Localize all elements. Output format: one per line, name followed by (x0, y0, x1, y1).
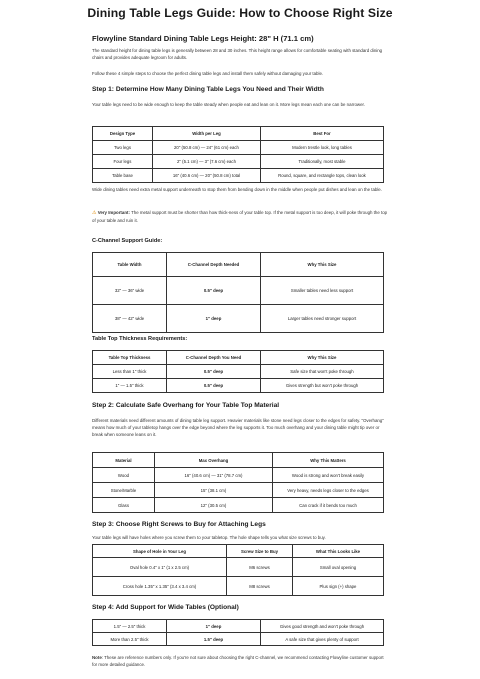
note-text: : These are reference numbers only. If you're not sure about choosing the right C-channel, we recommend contacting Flowyline customer support for more detailed guidance. (92, 655, 384, 668)
table-cell: Gives good strength and won't poke through (261, 620, 384, 633)
table-cell: 1.5" — 2.5" thick (93, 620, 167, 633)
step2-heading: Step 2: Calculate Safe Overhang for Your Table Top Material (92, 402, 280, 409)
table-header: Material (93, 453, 155, 468)
screw-table (92, 544, 384, 596)
note-label: Note (92, 655, 102, 660)
table-header: Table Top Thickness (93, 351, 167, 365)
table-row (93, 620, 384, 633)
table-row (93, 365, 384, 379)
table-cell: 1" deep (167, 620, 261, 633)
step4-heading: Step 4: Add Support for Wide Tables (Optional) (92, 604, 239, 611)
table-row (93, 483, 384, 498)
table-header: Screw Size to Buy (227, 545, 293, 558)
table-header: What This Looks Like (293, 545, 384, 558)
table-cell: A safe size that gives plenty of support (261, 633, 384, 646)
table-cell: Gives strength but won't poke through (261, 379, 384, 393)
table-cell: Less than 1" thick (93, 365, 167, 379)
table-cell: Cross hole 1.35" x 1.35" (3.4 x 3.4 cm) (93, 577, 227, 596)
table-header: Design Type (93, 127, 153, 141)
table-cell: 32" — 36" wide (93, 277, 167, 305)
step1-text: Your table legs need to be wide enough to keep the table steady when people eat and lean on it. More legs mean each one can be narrower. (92, 102, 365, 107)
intro-paragraph-2: Follow these 4 simple steps to choose the perfect dining table legs and install them safely without damaging your table. (92, 71, 324, 76)
table-row (93, 155, 384, 169)
table-header: Table Width (93, 253, 167, 277)
height-heading: Flowyline Standard Dining Table Legs Height: 28" H (71.1 cm) (92, 34, 314, 43)
table-cell: Modern trestle look, long tables (261, 141, 384, 155)
table-cell: M6 screws (227, 558, 293, 577)
table-cell: 1.5" deep (167, 633, 261, 646)
table-cell: 15" (38.1 cm) (155, 483, 273, 498)
table-cell: 0.5" deep (167, 365, 261, 379)
table-cell: Stone/Marble (93, 483, 155, 498)
table-row (93, 468, 384, 483)
intro-paragraph-1: The standard height for dining table legs is generally between 28 and 30 inches. This height range allows for comfortable seating with standard dining chairs and provides adequate legroom for adults. (92, 48, 383, 61)
step3-heading: Step 3: Choose Right Screws to Buy for Attaching Legs (92, 521, 266, 528)
thickness-table (92, 350, 384, 393)
table-row (93, 498, 384, 513)
table-header: Best For (261, 127, 384, 141)
table-header: Why This Size (261, 351, 384, 365)
table-cell: Table base (93, 169, 153, 183)
table-row (93, 169, 384, 183)
table-cell: Oval hole 0.4" x 1" (1 x 2.5 cm) (93, 558, 227, 577)
table-cell: Wood is strong and won't break easily (273, 468, 384, 483)
table-cell: Can crack if it bends too much (273, 498, 384, 513)
table-row (93, 305, 384, 333)
page-title: Dining Table Legs Guide: How to Choose Right Size (87, 6, 393, 20)
table-row (93, 558, 384, 577)
table-cell: Small oval opening (293, 558, 384, 577)
note-paragraph (92, 654, 388, 668)
table-cell: Four legs (93, 155, 153, 169)
warning-callout (92, 209, 388, 224)
cchannel-heading: C-Channel Support Guide: (92, 238, 163, 244)
design-type-table (92, 126, 384, 183)
table-cell: 20" (50.8 cm) — 24" (61 cm) each (153, 141, 261, 155)
table-cell: 2" (5.1 cm) — 3" (7.6 cm) each (153, 155, 261, 169)
overhang-table (92, 452, 384, 513)
table-cell: 12" (30.5 cm) (155, 498, 273, 513)
table-header: C-Channel Depth Needed (167, 253, 261, 277)
table-cell: 0.5" deep (167, 379, 261, 393)
table-cell: 16" (40.6 cm) — 31" (78.7 cm) (155, 468, 273, 483)
table-cell: More than 2.5" thick (93, 633, 167, 646)
table-cell: M8 screws (227, 577, 293, 596)
table-cell: Traditionally, most stable (261, 155, 384, 169)
table-cell: Glass (93, 498, 155, 513)
cchannel-table (92, 252, 384, 333)
table-cell: 1" — 1.5" thick (93, 379, 167, 393)
table-cell: Round, square, and rectangle tops, clean look (261, 169, 384, 183)
table-cell: Smaller tables need less support (261, 277, 384, 305)
step3-text: Your table legs will have holes where you screw them to your tabletop. The hole shape tells you what size screws to buy. (92, 535, 326, 540)
warning-icon: ⚠ (92, 210, 97, 216)
table-row (93, 577, 384, 596)
table-cell: 0.5" deep (167, 277, 261, 305)
warning-text: The metal support must be shorter than how thick-ness of your table top. If the metal support is too deep, it will poke through the top of your table and ruin it. (92, 210, 388, 224)
table-row (93, 277, 384, 305)
table-cell: Wood (93, 468, 155, 483)
table-header: Shape of Hole in Your Leg (93, 545, 227, 558)
table-header: C-Channel Depth You Need (167, 351, 261, 365)
step2-text: Different materials need different amounts of dining table leg support. Heavier materials like stone need legs closer to the edges for safety. "Overhang" means how much of your tabletop hangs over the edge beyond where the leg supports it. Too much overhang and your dining table might tip over or break when someone leans on it. (92, 418, 384, 438)
step1-after-text: Wide dining tables need extra metal support underneath to stop them from bending down in the middle when people put dishes and lean on the table. (92, 187, 382, 192)
table-cell: 38" — 42" wide (93, 305, 167, 333)
table-header: Width per Leg (153, 127, 261, 141)
table-cell: Very heavy, needs legs closer to the edges (273, 483, 384, 498)
table-header: Why This Matters (273, 453, 384, 468)
table-cell: Safe size that won't poke through (261, 365, 384, 379)
warning-label: Very Important: (97, 210, 130, 215)
table-row (93, 633, 384, 646)
table-cell: Larger tables need stronger support (261, 305, 384, 333)
table-cell: 16" (40.6 cm) — 20" (50.8 cm) total (153, 169, 261, 183)
table-header: Why This Size (261, 253, 384, 277)
table-cell: 1" deep (167, 305, 261, 333)
support-table (92, 619, 384, 646)
table-row (93, 141, 384, 155)
table-row (93, 379, 384, 393)
table-cell: Two legs (93, 141, 153, 155)
table-cell: Plus sign (+) shape (293, 577, 384, 596)
table-header: Max Overhang (155, 453, 273, 468)
thickness-heading: Table Top Thickness Requirements: (92, 336, 188, 342)
step1-heading: Step 1: Determine How Many Dining Table Legs You Need and Their Width (92, 86, 324, 93)
